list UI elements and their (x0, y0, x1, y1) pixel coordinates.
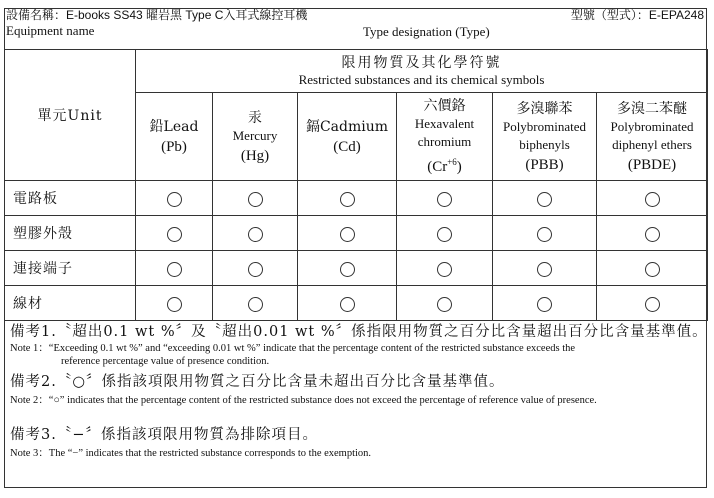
column-mercury-en: Mercury (232, 127, 278, 143)
column-cadmium-symbol: (Cd) (333, 138, 361, 155)
presence-mark-cell (298, 251, 397, 286)
notes-section (10, 322, 708, 460)
presence-mark-cell (213, 251, 298, 286)
circle-mark-icon (437, 227, 452, 242)
presence-mark-cell (397, 216, 493, 251)
table-row (5, 216, 708, 251)
presence-mark-cell (597, 181, 708, 216)
unit-header: 單元Unit (5, 50, 136, 181)
circle-mark-icon (248, 192, 263, 207)
note3-zh: 備考3.〝−〞係指該項限用物質為排除項目。 (10, 427, 318, 443)
presence-mark-cell (493, 216, 597, 251)
circle-mark-icon (437, 192, 452, 207)
circle-mark-icon (248, 297, 263, 312)
substances-header-en: Restricted substances and its chemical symbols (298, 72, 545, 87)
presence-mark-cell (397, 251, 493, 286)
circle-mark-icon (167, 192, 182, 207)
column-mercury-zh: 汞 (248, 109, 262, 126)
column-mercury-symbol: (Hg) (240, 147, 270, 164)
column-lead (136, 93, 213, 181)
column-pbde-en: Polybrominated diphenyl ethers (610, 118, 694, 152)
circle-mark-icon (167, 297, 182, 312)
column-chromium-zh: 六價鉻 (423, 98, 466, 114)
circle-mark-icon (167, 262, 182, 277)
presence-mark-cell (298, 216, 397, 251)
presence-mark-cell (298, 286, 397, 321)
column-chromium-symbol (397, 153, 492, 176)
column-lead-name: 鉛Lead (149, 118, 199, 135)
circle-mark-icon (645, 297, 660, 312)
circle-mark-icon (537, 297, 552, 312)
presence-mark-cell (493, 181, 597, 216)
column-mercury (213, 93, 298, 181)
presence-mark-cell (597, 251, 708, 286)
presence-mark-cell (397, 286, 493, 321)
circle-mark-icon (167, 227, 182, 242)
presence-mark-cell (397, 181, 493, 216)
circle-mark-icon (437, 297, 452, 312)
presence-mark-cell (597, 286, 708, 321)
chromium-symbol-end: ) (456, 159, 462, 175)
table-row (5, 181, 708, 216)
column-lead-symbol: (Pb) (161, 138, 187, 155)
presence-mark-cell (298, 181, 397, 216)
type-designation-zh: 型號（型式）：E-EPA248 (570, 8, 704, 22)
note1-en (10, 342, 704, 368)
column-pbde (597, 93, 708, 181)
presence-mark-cell (493, 286, 597, 321)
column-cadmium (298, 93, 397, 181)
note3-en: Note 3：The “−” indicates that the restricted substance corresponds to the exemption. (10, 448, 372, 459)
presence-mark-cell (136, 286, 213, 321)
circle-mark-icon (340, 262, 355, 277)
column-pbb-symbol: (PBB) (525, 156, 564, 173)
note2-zh: 備考2.〝○〞係指該項限用物質之百分比含量未超出百分比含量基準值。 (10, 374, 505, 390)
row-label: 線材 (5, 286, 136, 321)
column-cadmium-name: 鎘Cadmium (305, 118, 389, 135)
chromium-symbol-base: (Cr (427, 159, 448, 175)
type-designation-en: Type designation (Type) (363, 24, 490, 39)
column-pbde-zh: 多溴二苯醚 (617, 100, 688, 117)
presence-mark-cell (213, 216, 298, 251)
row-label: 塑膠外殼 (5, 216, 136, 251)
presence-mark-cell (136, 181, 213, 216)
presence-mark-cell (136, 251, 213, 286)
column-pbb-en: Polybrominated biphenyls (502, 118, 587, 152)
table-row (5, 286, 708, 321)
circle-mark-icon (645, 262, 660, 277)
row-label: 連接端子 (5, 251, 136, 286)
note1-en-line2: reference percentage value of presence condition. (61, 356, 270, 367)
note1-zh: 備考1.〝超出0.1 wt %〞及〝超出0.01 wt %〞係指限用物質之百分比含量超出百分比含量基準值。 (10, 324, 708, 340)
column-pbb (493, 93, 597, 181)
column-chromium-en: Hexavalent chromium (414, 116, 475, 149)
circle-mark-icon (248, 262, 263, 277)
circle-mark-icon (645, 192, 660, 207)
note2-en: Note 2：“○” indicates that the percentage content of the restricted substance does not exceed the percentage of reference value of presence. (10, 395, 597, 406)
column-pbb-zh: 多溴聯苯 (516, 100, 573, 117)
circle-mark-icon (340, 192, 355, 207)
circle-mark-icon (537, 227, 552, 242)
presence-mark-cell (597, 216, 708, 251)
equipment-name-zh: 設備名稱：E-books SS43 曜岩黑 Type C入耳式線控耳機 (6, 8, 308, 22)
presence-mark-cell (213, 286, 298, 321)
restricted-substances-table (4, 49, 708, 321)
circle-mark-icon (537, 262, 552, 277)
column-pbde-symbol: (PBDE) (627, 156, 677, 173)
circle-mark-icon (537, 192, 552, 207)
table-row (5, 251, 708, 286)
circle-mark-icon (340, 297, 355, 312)
equipment-name-en: Equipment name (6, 23, 95, 38)
chromium-symbol-sup: +6 (447, 157, 457, 167)
circle-mark-icon (645, 227, 660, 242)
row-label: 電路板 (5, 181, 136, 216)
presence-mark-cell (213, 181, 298, 216)
presence-mark-cell (493, 251, 597, 286)
column-hexavalent-chromium (397, 93, 493, 181)
circle-mark-icon (248, 227, 263, 242)
substances-header-zh: 限用物質及其化學符號 (341, 55, 502, 71)
substances-header (136, 50, 708, 93)
presence-mark-cell (136, 216, 213, 251)
circle-mark-icon (437, 262, 452, 277)
circle-mark-icon (340, 227, 355, 242)
note1-en-line1: Note 1：“Exceeding 0.1 wt %” and “exceeding 0.01 wt %” indicate that the percentage content of the restricted substance exceeds the (10, 343, 576, 354)
